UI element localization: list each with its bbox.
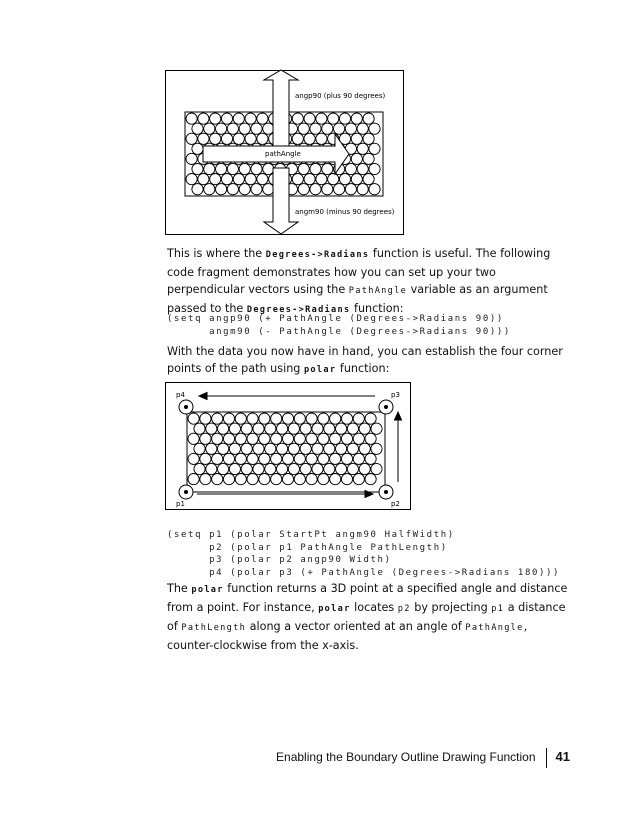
tile-circle (223, 474, 234, 485)
tile-circle (300, 463, 311, 474)
tile-circle (271, 474, 282, 485)
tile-circle (263, 123, 274, 134)
code-block-angles: (setq angp90 (+ PathAngle (Degrees->Radians 90)) angm90 (- PathAngle (Degrees->Radians 90))) (167, 314, 511, 337)
tile-circle (300, 423, 311, 434)
tile-circle (365, 453, 376, 464)
tile-circle (212, 433, 223, 444)
tile-circle (304, 113, 315, 124)
tile-circle (351, 113, 362, 124)
tile-circle (357, 163, 368, 174)
tile-circle (371, 423, 382, 434)
tile-circle (188, 474, 199, 485)
tile-circle (247, 453, 258, 464)
tile-circle (353, 433, 364, 444)
tile-circle (192, 143, 203, 154)
tile-circle (282, 474, 293, 485)
tile-circle (271, 453, 282, 464)
tile-circle (241, 463, 252, 474)
tile-circle (265, 443, 276, 454)
tile-circle (277, 463, 288, 474)
p2-label: p2 (391, 500, 400, 508)
circle-pattern-2 (188, 413, 382, 485)
tile-circle (341, 433, 352, 444)
tile-circle (218, 443, 229, 454)
tile-circle (251, 163, 262, 174)
tile-circle (233, 174, 244, 185)
tile-circle (241, 443, 252, 454)
tile-circle (353, 474, 364, 485)
tile-circle (218, 423, 229, 434)
tile-circle (294, 433, 305, 444)
tile-circle (257, 133, 268, 144)
footer-divider (546, 748, 547, 768)
tile-circle (330, 453, 341, 464)
tile-circle (271, 433, 282, 444)
tile-circle (257, 113, 268, 124)
tile-circle (251, 184, 262, 195)
tile-circle (365, 413, 376, 424)
tile-circle (345, 163, 356, 174)
tile-circle (204, 123, 215, 134)
code-p1: p1 (491, 604, 505, 614)
tile-circle (235, 474, 246, 485)
tile-circle (345, 184, 356, 195)
tile-circle (227, 184, 238, 195)
tile-circle (306, 474, 317, 485)
tile-circle (206, 423, 217, 434)
code-pathangle: PathAngle (348, 286, 408, 296)
tile-circle (263, 163, 274, 174)
tile-circle (210, 113, 221, 124)
page-footer (276, 748, 570, 768)
code-block-polar: (setq p1 (polar StartPt angm90 HalfWidth) p2 (polar p1 PathAngle PathLength) p3 (polar p2 angp90 Width) p4 (polar p3 (+ PathAngle (Degrees->Radians 180))) (167, 530, 561, 578)
tile-circle (369, 184, 380, 195)
tile-circle (245, 113, 256, 124)
tile-circle (306, 453, 317, 464)
tile-circle (288, 443, 299, 454)
code-degrees-radians: Degrees->Radians (265, 250, 370, 260)
tile-circle (218, 463, 229, 474)
code-pathangle-2: PathAngle (465, 623, 524, 633)
tile-circle (294, 474, 305, 485)
footer-title: Enabling the Boundary Outline Drawing Function (276, 750, 536, 765)
tile-circle (223, 453, 234, 464)
tile-circle (294, 453, 305, 464)
p1-marker (179, 485, 193, 499)
tile-circle (351, 133, 362, 144)
tile-circle (298, 163, 309, 174)
tile-circle (194, 463, 205, 474)
tile-circle (363, 133, 374, 144)
tile-circle (282, 413, 293, 424)
p2-marker (379, 485, 393, 499)
tile-circle (322, 123, 333, 134)
tile-circle (334, 123, 345, 134)
tile-circle (351, 153, 362, 164)
tile-circle (341, 474, 352, 485)
tile-circle (200, 474, 211, 485)
tile-circle (365, 474, 376, 485)
tile-circle (247, 413, 258, 424)
tile-circle (312, 423, 323, 434)
angm90-label: angm90 (minus 90 degrees) (295, 208, 395, 216)
tile-circle (357, 143, 368, 154)
tile-circle (334, 184, 345, 195)
tile-circle (239, 163, 250, 174)
tile-circle (318, 453, 329, 464)
tile-circle (251, 123, 262, 134)
p3-label: p3 (391, 391, 400, 399)
tile-circle (365, 433, 376, 444)
tile-circle (324, 423, 335, 434)
tile-circle (359, 443, 370, 454)
tile-circle (235, 413, 246, 424)
tile-circle (233, 113, 244, 124)
tile-circle (229, 423, 240, 434)
tile-circle (239, 184, 250, 195)
tile-circle (298, 123, 309, 134)
p3-marker (379, 400, 393, 414)
tile-circle (263, 184, 274, 195)
tile-circle (339, 113, 350, 124)
tile-circle (192, 163, 203, 174)
tile-circle (363, 153, 374, 164)
tile-circle (363, 113, 374, 124)
tile-circle (330, 433, 341, 444)
tile-circle (223, 433, 234, 444)
tile-circle (233, 133, 244, 144)
tile-circle (210, 174, 221, 185)
tile-circle (200, 433, 211, 444)
tile-circle (371, 463, 382, 474)
tile-circle (186, 113, 197, 124)
tile-circle (212, 474, 223, 485)
tile-circle (247, 433, 258, 444)
paragraph-corner-points: With the data you now have in hand, you can establish the four corner points of the path using polar function: (167, 345, 563, 375)
tile-circle (357, 123, 368, 134)
tile-circle (239, 123, 250, 134)
tile-circle (359, 463, 370, 474)
tile-circle (223, 413, 234, 424)
figure-corner-points (165, 382, 411, 512)
tile-circle (192, 184, 203, 195)
tile-circle (347, 463, 358, 474)
p4-label: p4 (176, 391, 185, 399)
tile-circle (188, 453, 199, 464)
tile-circle (188, 413, 199, 424)
tile-circle (306, 433, 317, 444)
tile-circle (221, 113, 232, 124)
paragraph-polar-function: The polar function returns a 3D point at a specified angle and distance from a point. For instance, polar locates p2 by projecting p1 a distance of PathLength along a vector oriented at an angle of PathAngle, counter-clockwise from the x-axis. (167, 582, 568, 652)
tile-circle (306, 413, 317, 424)
page-number: 41 (555, 749, 570, 765)
tile-circle (186, 174, 197, 185)
tile-circle (245, 174, 256, 185)
tile-circle (259, 413, 270, 424)
paragraph-degrees-radians: This is where the Degrees->Radians function is useful. The following code fragment demonstrates how you can set up your two perpendicular vectors using the PathAngle variable as an argument passed to the Degrees->Radians function: (167, 247, 551, 315)
tile-circle (198, 133, 209, 144)
tile-circle (247, 474, 258, 485)
tile-circle (277, 443, 288, 454)
tile-circle (271, 413, 282, 424)
tile-circle (253, 423, 264, 434)
tile-circle (292, 113, 303, 124)
tile-circle (347, 443, 358, 454)
tile-circle (288, 463, 299, 474)
tile-circle (204, 184, 215, 195)
tile-circle (292, 133, 303, 144)
tile-circle (310, 123, 321, 134)
tile-circle (253, 463, 264, 474)
tile-circle (188, 433, 199, 444)
tile-circle (336, 443, 347, 454)
tile-circle (229, 443, 240, 454)
tile-circle (328, 113, 339, 124)
tile-circle (330, 474, 341, 485)
tile-circle (318, 433, 329, 444)
code-polar-2: polar (191, 585, 224, 595)
tile-circle (347, 423, 358, 434)
code-polar: polar (303, 365, 337, 375)
tile-circle (192, 123, 203, 134)
tile-circle (212, 453, 223, 464)
tile-circle (351, 174, 362, 185)
tile-circle (210, 133, 221, 144)
tile-circle (282, 433, 293, 444)
tile-circle (259, 433, 270, 444)
code-p2: p2 (397, 604, 411, 614)
tile-circle (324, 443, 335, 454)
tile-circle (253, 443, 264, 454)
tile-circle (316, 133, 327, 144)
tile-circle (318, 413, 329, 424)
tile-circle (198, 113, 209, 124)
tile-circle (206, 463, 217, 474)
tile-circle (359, 423, 370, 434)
tile-circle (200, 413, 211, 424)
tile-circle (322, 163, 333, 174)
tile-circle (310, 184, 321, 195)
p1-label: p1 (176, 500, 185, 508)
tile-circle (324, 463, 335, 474)
tile-circle (322, 184, 333, 195)
path-angle-label: pathAngle (265, 150, 301, 158)
tile-circle (294, 413, 305, 424)
tile-circle (204, 163, 215, 174)
tile-circle (235, 433, 246, 444)
tile-circle (345, 123, 356, 134)
tile-circle (292, 174, 303, 185)
tile-circle (259, 474, 270, 485)
tile-circle (241, 423, 252, 434)
tile-circle (216, 163, 227, 174)
tile-circle (371, 443, 382, 454)
tile-circle (206, 443, 217, 454)
tile-circle (200, 453, 211, 464)
tile-circle (288, 423, 299, 434)
tile-circle (316, 174, 327, 185)
tile-circle (227, 123, 238, 134)
tile-circle (369, 123, 380, 134)
tile-circle (198, 174, 209, 185)
tile-circle (304, 174, 315, 185)
tile-circle (265, 463, 276, 474)
tile-circle (300, 443, 311, 454)
tile-circle (369, 143, 380, 154)
tile-circle (336, 463, 347, 474)
tile-circle (282, 453, 293, 464)
tile-circle (363, 174, 374, 185)
tile-circle (357, 184, 368, 195)
tile-circle (216, 184, 227, 195)
tile-circle (194, 423, 205, 434)
tile-circle (353, 453, 364, 464)
tile-circle (369, 163, 380, 174)
tile-circle (298, 184, 309, 195)
tile-circle (227, 163, 238, 174)
tile-circle (341, 453, 352, 464)
tile-circle (216, 123, 227, 134)
tile-circle (221, 133, 232, 144)
tile-circle (312, 443, 323, 454)
tile-circle (277, 423, 288, 434)
tile-circle (257, 174, 268, 185)
tile-circle (221, 174, 232, 185)
code-degrees-radians-2: Degrees->Radians (246, 305, 351, 315)
tile-circle (259, 453, 270, 464)
tile-circle (312, 463, 323, 474)
tile-circle (316, 113, 327, 124)
code-polar-3: polar (318, 604, 351, 614)
tile-circle (353, 413, 364, 424)
tile-circle (229, 463, 240, 474)
angp90-label: angp90 (plus 90 degrees) (295, 92, 386, 100)
tile-circle (341, 413, 352, 424)
figure-perpendicular-vectors (165, 68, 405, 236)
tile-circle (245, 133, 256, 144)
tile-circle (328, 174, 339, 185)
tile-circle (265, 423, 276, 434)
tile-circle (212, 413, 223, 424)
tile-circle (339, 174, 350, 185)
tile-circle (194, 443, 205, 454)
tile-circle (318, 474, 329, 485)
tile-circle (304, 133, 315, 144)
code-pathlength: PathLength (181, 623, 247, 633)
tile-circle (310, 163, 321, 174)
tile-circle (330, 413, 341, 424)
tile-circle (186, 133, 197, 144)
p4-marker (179, 400, 193, 414)
tile-circle (186, 153, 197, 164)
tile-circle (235, 453, 246, 464)
tile-circle (336, 423, 347, 434)
